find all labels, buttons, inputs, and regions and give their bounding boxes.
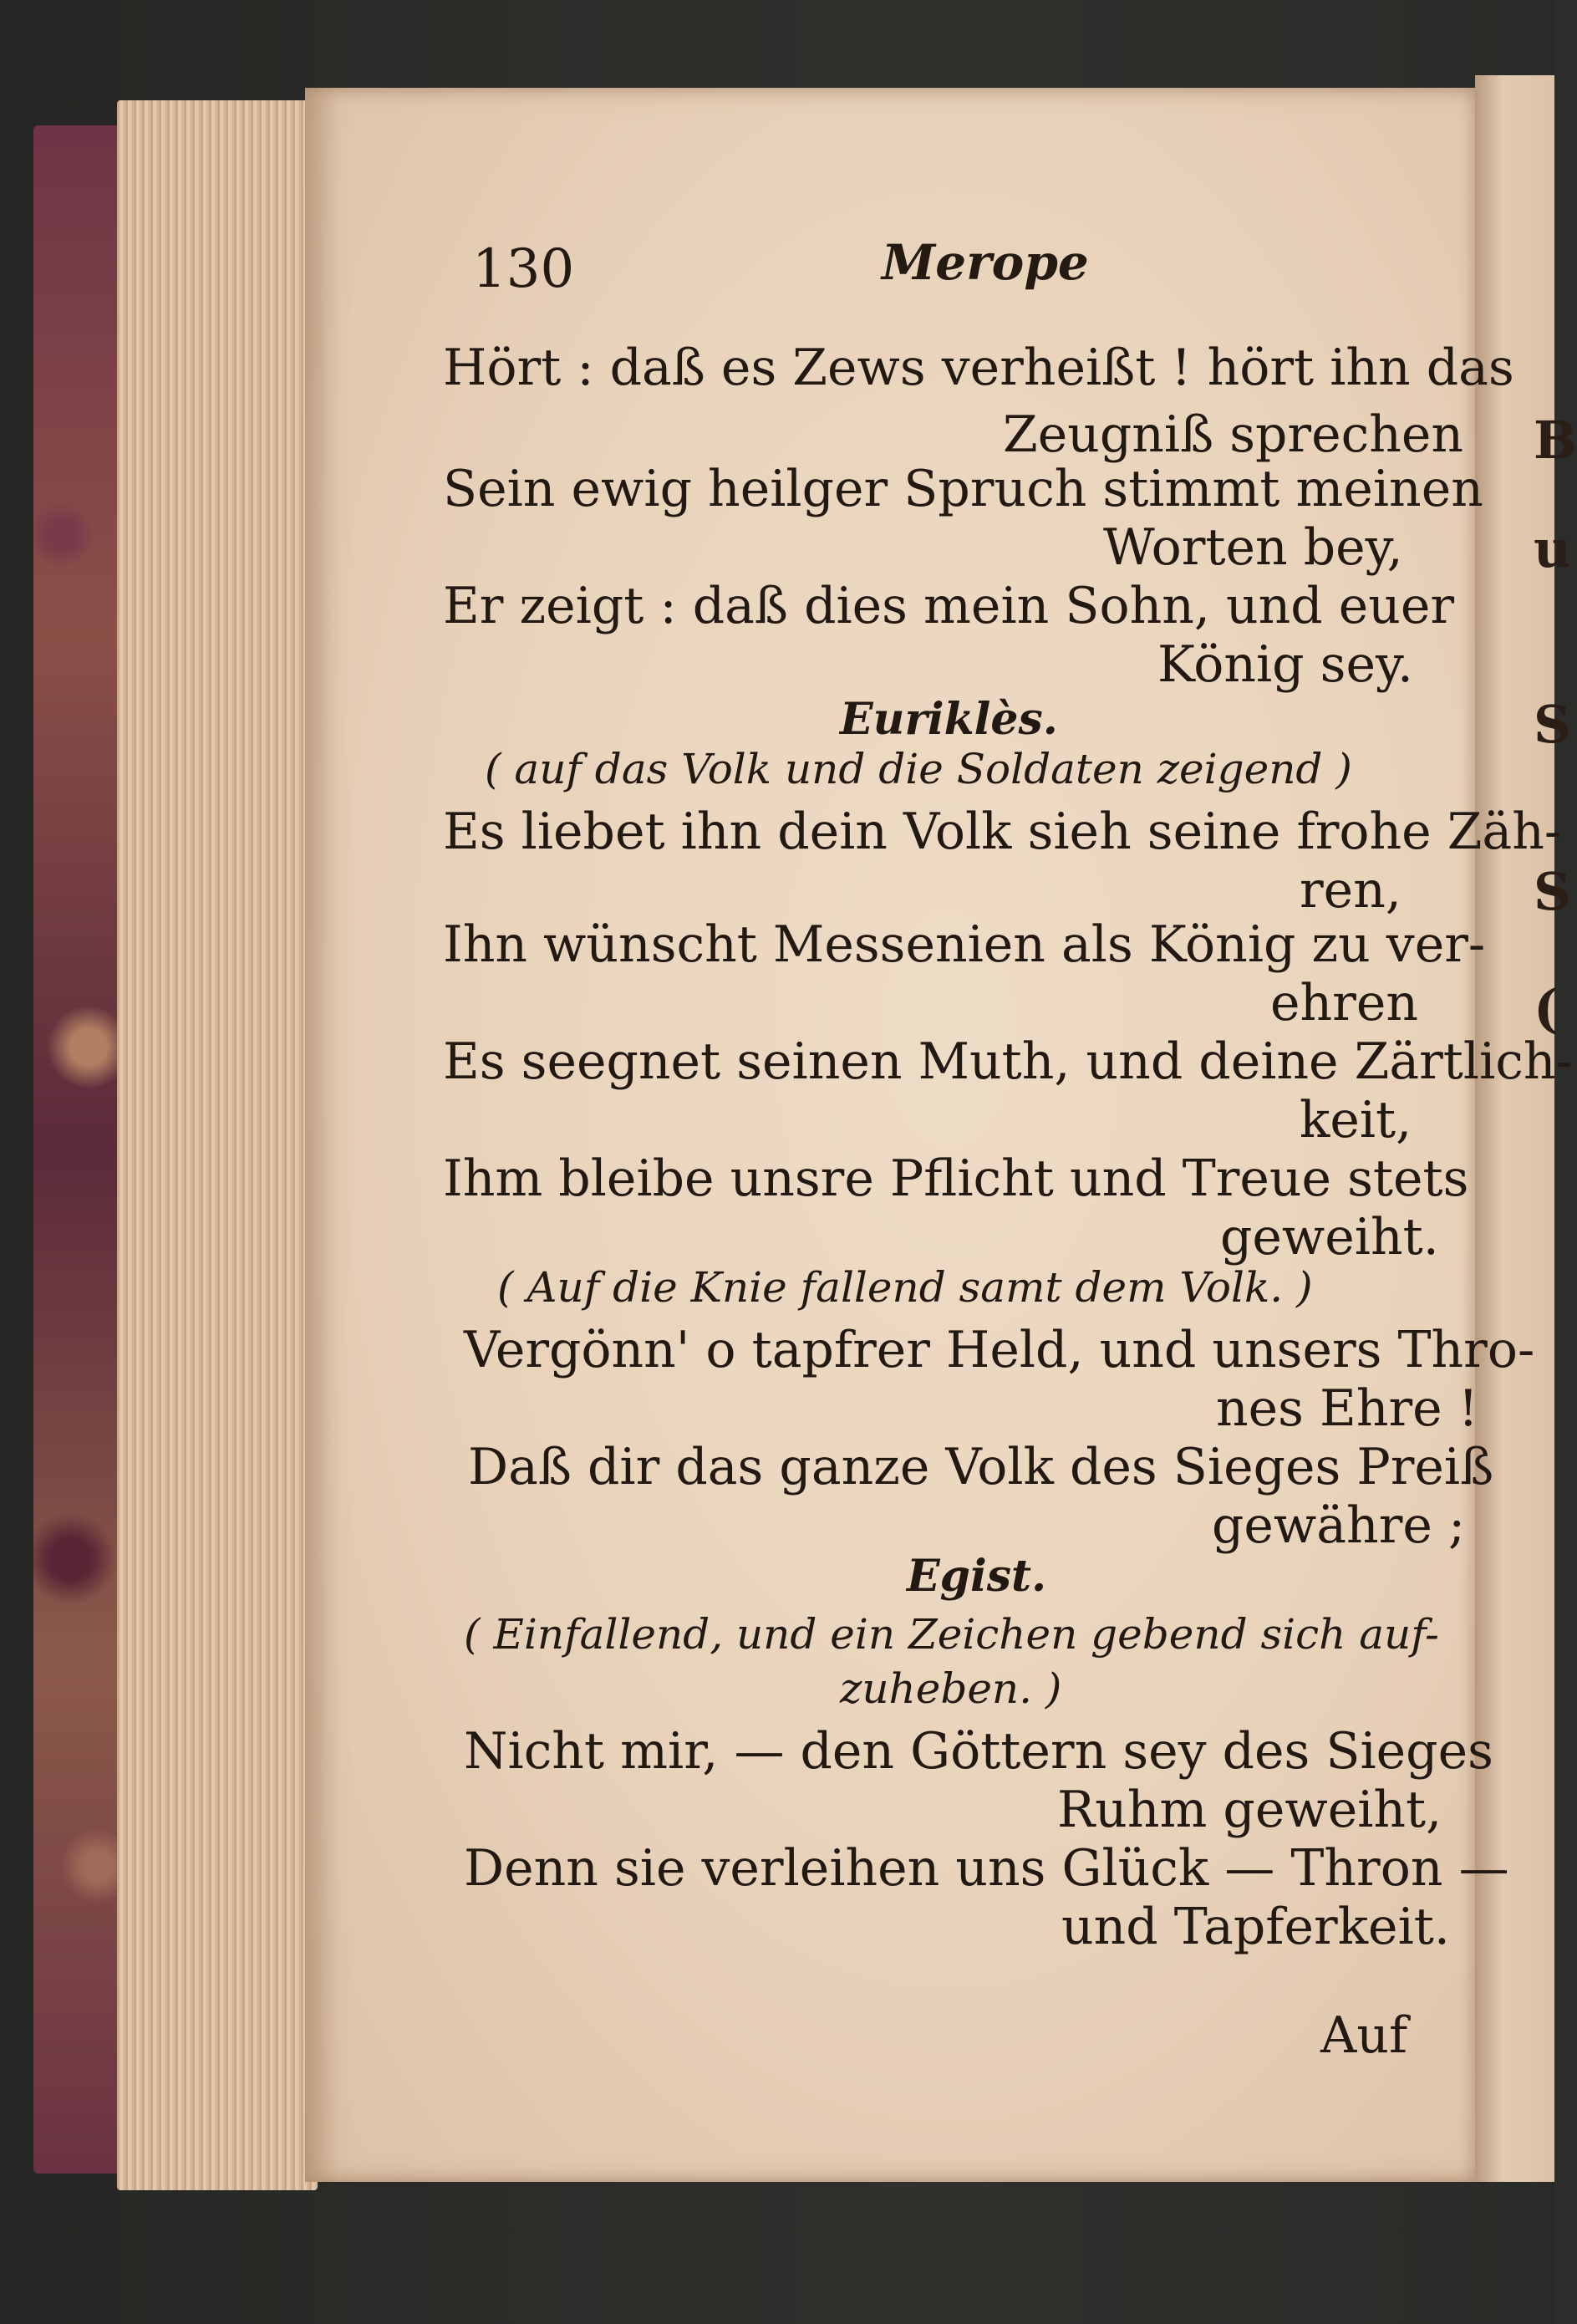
- facing-page-fragment: u: [1534, 518, 1572, 579]
- page-edges: [117, 100, 318, 2190]
- facing-page-edge: [1475, 75, 1554, 2182]
- page-number: 130: [472, 238, 575, 300]
- verse-line: ren,: [1300, 861, 1401, 920]
- facing-page-fragment: (: [1534, 978, 1559, 1039]
- verse-line: König sey.: [1157, 635, 1413, 694]
- verse-line: Sein ewig heilger Spruch stimmt meinen: [443, 460, 1483, 518]
- speaker-name: Euriklès.: [840, 694, 1058, 745]
- verse-line: Er zeigt : daß dies mein Sohn, und euer: [443, 577, 1455, 635]
- book-page: [305, 88, 1475, 2182]
- verse-line: geweiht.: [1220, 1208, 1439, 1266]
- facing-page-fragment: S: [1534, 861, 1571, 922]
- stage-direction: ( auf das Volk und die Soldaten zeigend ): [485, 745, 1352, 793]
- speaker-name: Egist.: [907, 1551, 1047, 1602]
- verse-line: keit,: [1300, 1091, 1412, 1149]
- verse-line: Denn sie verleihen uns Glück — Thron —: [464, 1839, 1509, 1898]
- verse-line: und Tapferkeit.: [1061, 1898, 1450, 1956]
- facing-page-fragment: S: [1534, 694, 1571, 755]
- verse-line: Ihm bleibe unsre Pflicht und Treue stets: [443, 1149, 1469, 1208]
- verse-line: Es seegnet seinen Muth, und deine Zärtlich-: [443, 1032, 1573, 1091]
- verse-line: nes Ehre !: [1216, 1379, 1478, 1438]
- verse-line: gewähre ;: [1212, 1496, 1466, 1555]
- stage-direction: ( Einfallend, und ein Zeichen gebend sich auf-: [464, 1610, 1439, 1659]
- marbled-book-cover: [33, 125, 125, 2174]
- verse-line: ehren: [1270, 974, 1418, 1032]
- verse-line: Es liebet ihn dein Volk sieh seine frohe Zäh-: [443, 803, 1562, 861]
- verse-line: Ihn wünscht Messenien als König zu ver-: [443, 915, 1486, 974]
- verse-line: Worten bey,: [1103, 518, 1403, 577]
- stage-direction: zuheben. ): [840, 1664, 1062, 1713]
- facing-page-fragment: B: [1534, 410, 1577, 471]
- stage-direction: ( Auf die Knie fallend samt dem Volk. ): [497, 1263, 1313, 1312]
- verse-line: Daß dir das ganze Volk des Sieges Preiß: [468, 1438, 1494, 1496]
- verse-line: Ruhm geweiht,: [1057, 1781, 1442, 1839]
- verse-line: Hört : daß es Zews verheißt ! hört ihn das: [443, 339, 1514, 397]
- catchword: Auf: [1320, 2006, 1408, 2065]
- verse-line: Nicht mir, — den Göttern sey des Sieges: [464, 1722, 1493, 1781]
- running-title: Merope: [882, 234, 1089, 291]
- verse-line: Vergönn' o tapfrer Held, und unsers Thro-: [464, 1321, 1535, 1379]
- verse-line: Zeugniß sprechen: [1003, 405, 1464, 464]
